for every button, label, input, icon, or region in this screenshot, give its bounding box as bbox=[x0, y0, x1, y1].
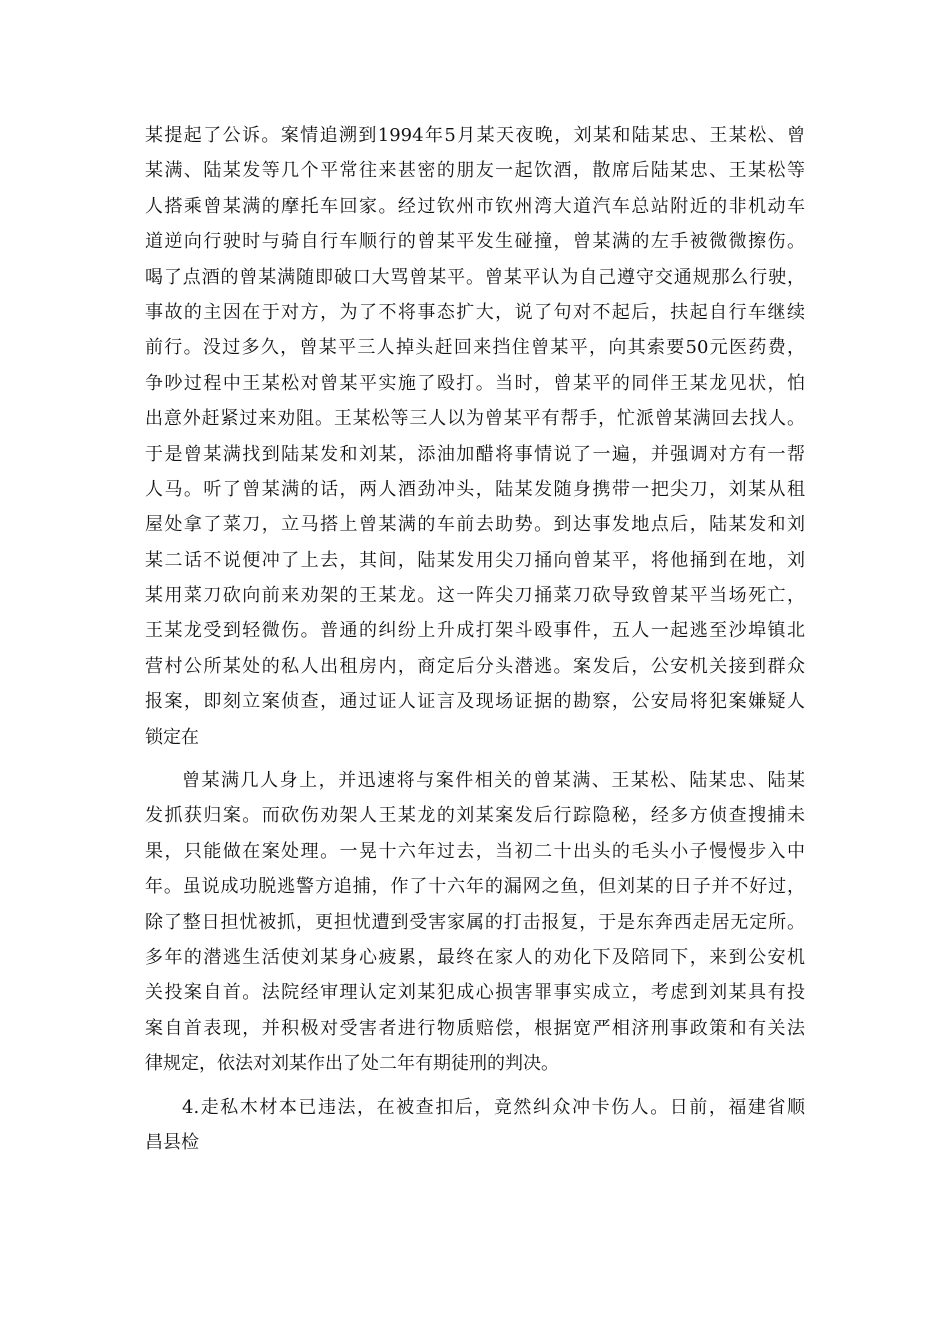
text-line: 律规定，依法对刘某作出了处二年有期徒刑的判决。 bbox=[145, 1053, 559, 1075]
text-line: 发抓获归案。而砍伤劝架人王某龙的刘某案发后行踪隐秘，经多方侦查搜捕未 bbox=[145, 805, 805, 827]
text-line: 除了整日担忧被抓，更担忧遭到受害家属的打击报复，于是东奔西走居无定所。 bbox=[145, 911, 805, 933]
text-line: 事故的主因在于对方，为了不将事态扩大，说了句对不起后，扶起自行车继续 bbox=[145, 301, 805, 323]
text-line: 道逆向行驶时与骑自行车顺行的曾某平发生碰撞，曾某满的左手被微微擦伤。 bbox=[145, 231, 805, 253]
text-line: 出意外赶紧过来劝阻。王某松等三人以为曾某平有帮手，忙派曾某满回去找人。 bbox=[145, 408, 805, 430]
document-page bbox=[145, 118, 805, 1160]
paragraph-spacer bbox=[145, 755, 805, 763]
paragraph-case-details bbox=[145, 118, 805, 755]
text-line: 关投案自首。法院经审理认定刘某犯成心损害罪事实成立，考虑到刘某具有投 bbox=[145, 982, 805, 1004]
text-line: 某满、陆某发等几个平常往来甚密的朋友一起饮酒，散席后陆某忠、王某松等 bbox=[145, 160, 805, 182]
text-line: 人马。听了曾某满的话，两人酒劲冲头，陆某发随身携带一把尖刀，刘某从租 bbox=[145, 478, 805, 500]
text-line: 昌县检 bbox=[145, 1131, 199, 1153]
text-line: 案自首表现，并积极对受害者进行物质赔偿，根据宽严相济刑事政策和有关法 bbox=[145, 1017, 805, 1039]
text-line: 多年的潜逃生活使刘某身心疲累，最终在家人的劝化下及陪同下，来到公安机 bbox=[145, 946, 805, 968]
text-line: 果，只能做在案处理。一晃十六年过去，当初二十出头的毛头小子慢慢步入中 bbox=[145, 840, 805, 862]
text-line: 前行。没过多久，曾某平三人掉头赶回来挡住曾某平，向其索要50元医药费， bbox=[145, 337, 805, 359]
paragraph-timber-smuggling bbox=[145, 1090, 805, 1161]
text-line: 年。虽说成功脱逃警方追捕，作了十六年的漏网之鱼，但刘某的日子并不好过， bbox=[145, 876, 805, 898]
text-line: 某用菜刀砍向前来劝架的王某龙。这一阵尖刀捅菜刀砍导致曾某平当场死亡， bbox=[145, 585, 805, 607]
text-line: 某提起了公诉。案情追溯到1994年5月某天夜晚，刘某和陆某忠、王某松、曾 bbox=[145, 125, 805, 146]
text-line: 营村公所某处的私人出租房内，商定后分头潜逃。案发后，公安机关接到群众 bbox=[145, 655, 805, 677]
paragraph-spacer bbox=[145, 1082, 805, 1090]
text-line: 曾某满几人身上，并迅速将与案件相关的曾某满、王某松、陆某忠、陆某 bbox=[182, 770, 805, 792]
text-line: 某二话不说便冲了上去，其间，陆某发用尖刀捅向曾某平，将他捅到在地，刘 bbox=[145, 549, 805, 571]
text-line: 锁定在 bbox=[145, 726, 199, 748]
text-line: 于是曾某满找到陆某发和刘某，添油加醋将事情说了一遍，并强调对方有一帮 bbox=[145, 443, 805, 465]
text-line: 屋处拿了菜刀，立马搭上曾某满的车前去助势。到达事发地点后，陆某发和刘 bbox=[145, 514, 805, 536]
text-line: 4.走私木材本已违法，在被查扣后，竟然纠众冲卡伤人。日前，福建省顺 bbox=[182, 1096, 805, 1118]
text-line: 王某龙受到轻微伤。普通的纠纷上升成打架斗殴事件，五人一起逃至沙埠镇北 bbox=[145, 620, 805, 642]
text-line: 报案，即刻立案侦查，通过证人证言及现场证据的勘察，公安局将犯案嫌疑人 bbox=[145, 691, 805, 713]
paragraph-arrest-and-sentence bbox=[145, 763, 805, 1082]
text-line: 喝了点酒的曾某满随即破口大骂曾某平。曾某平认为自己遵守交通规那么行驶， bbox=[145, 266, 805, 288]
text-line: 人搭乘曾某满的摩托车回家。经过钦州市钦州湾大道汽车总站附近的非机动车 bbox=[145, 195, 805, 217]
text-line: 争吵过程中王某松对曾某平实施了殴打。当时，曾某平的同伴王某龙见状，怕 bbox=[145, 372, 805, 394]
